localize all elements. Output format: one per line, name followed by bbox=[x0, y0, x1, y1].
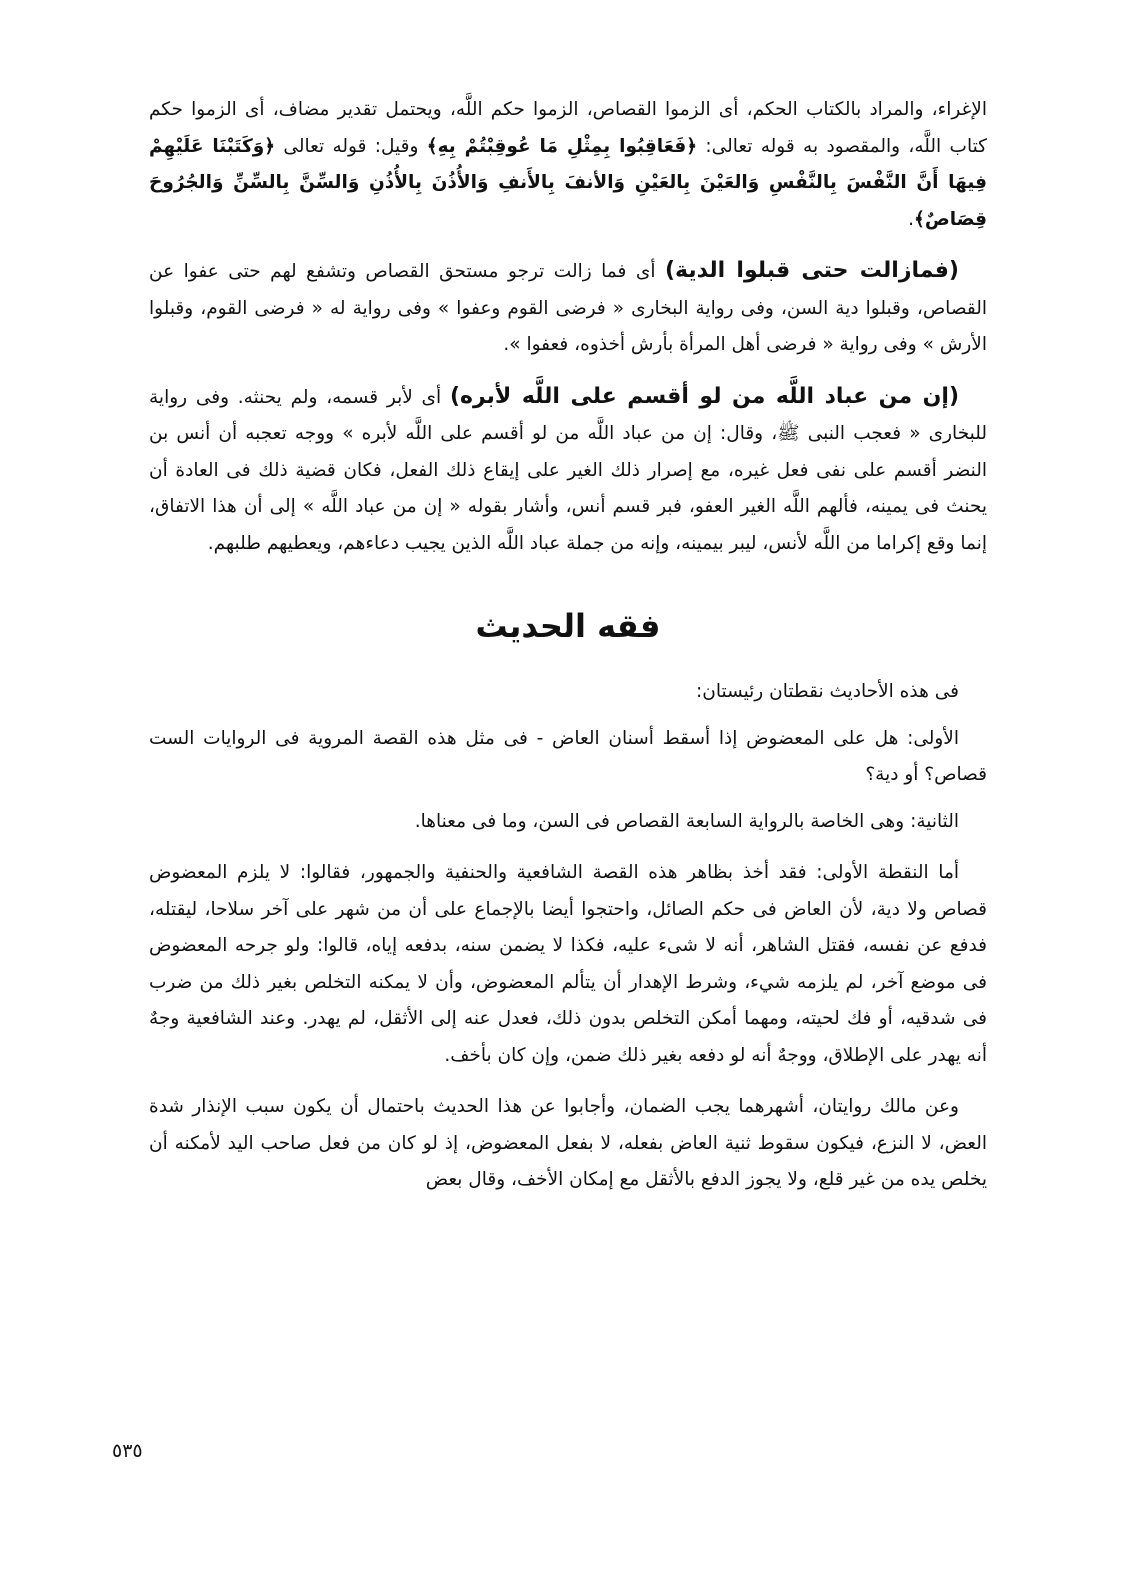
lemma-heading-2: (إن من عباد اللَّه من لو أقسم على اللَّه لأبره) bbox=[449, 383, 959, 409]
paragraph-8: وعن مالك روايتان، أشهرهما يجب الضمان، وأجابوا عن هذا الحديث باحتمال أن يكون سبب الإنذار شدة العض، لا النزع، فيكون سقوط ثنية العاض بفعله، لا بفعل المعضوض، إذ لو كان من فعل صاحب اليد لأمكنه أن يخلص يده من غير قلع، ولا يجوز الدفع بالأثقل مع إمكان الأخف، وقال بعض bbox=[149, 1096, 987, 1190]
quran-quote-2: ﴿وَكَتَبْنَا عَلَيْهِمْ فِيهَا أَنَّ النَّفْسَ بِالنَّفْسِ وَالعَيْنَ بِالعَيْنِ وَالأنفَ بِالأَنفِ وَالأُذُنَ بِالأُذُنِ وَالسِّنَّ بِالسِّنِّ وَالجُرُوحَ قِصَاصٌ﴾ bbox=[149, 135, 987, 230]
paragraph-5: الأولى: هل على المعضوض إذا أسقط أسنان العاض - فى مثل هذه القصة المروية فى الروايات الست قصاص؟ أو دية؟ bbox=[149, 727, 987, 785]
paragraph-3: (إن من عباد اللَّه من لو أقسم على اللَّه لأبره) أى لأبر قسمه، ولم يحنثه. وفى رواية للبخارى « فعجب النبى ﷺ، وقال: إن من عباد اللَّه من لو أقسم على اللَّه لأبره » ووجه تعجبه أن أنس بن النضر أقسم على نفى فعل غيره، مع إصرار ذلك الغير على إيقاع ذلك الفعل، فكان قضية ذلك فى العادة أن يحنث فى يمينه، فألهم اللَّه الغير العفو، فبر قسم أنس، وأشار بقوله « إن من عباد اللَّه » إلى أن هذا الاتفاق، إنما وقع إكراما من اللَّه لأنس، ليبر بيمينه، وإنه من جملة عباد اللَّه الذين يجيب دعاءهم، ويعطيهم طلبهم. bbox=[149, 383, 987, 554]
page-number: ٥٣٥ bbox=[112, 1440, 143, 1462]
paragraph-1: الإغراء، والمراد بالكتاب الحكم، أى الزموا القصاص، الزموا حكم اللَّه، ويحتمل تقدير مضاف، أى الزموا حكم كتاب اللَّه، والمقصود به قوله تعالى: ﴿فَعَاقِبُوا بِمِثْلِ مَا عُوقِبْتُمْ بِهِ﴾ وقيل: قوله تعالى ﴿وَكَتَبْنَا عَلَيْهِمْ فِيهَا أَنَّ النَّفْسَ بِالنَّفْسِ وَالعَيْنَ بِالعَيْنِ وَالأنفَ بِالأَنفِ وَالأُذُنَ بِالأُذُنِ وَالسِّنَّ بِالسِّنِّ وَالجُرُوحَ قِصَاصٌ﴾. bbox=[149, 99, 987, 230]
paragraph-7: أما النقطة الأولى: فقد أخذ بظاهر هذه القصة الشافعية والحنفية والجمهور، فقالوا: لا يلزم المعضوض قصاص ولا دية، لأن العاض فى حكم الصائل، واحتجوا أيضا بالإجماع على أن من شهر على آخر سلاحا، ليقتله، فدفع عن نفسه، فقتل الشاهر، أنه لا شىء عليه، فكذا لا يضمن سنه، بدفعه إياه، قالوا: ولو جرحه المعضوض فى موضع آخر، لم يلزمه شيء، وشرط الإهدار أن يتألم المعضوض، وأن لا يمكنه التخلص بغير ذلك من ضرب فى شدقيه، أو فك لحيته، ومهما أمكن التخلص بدون ذلك، فعدل عنه إلى الأثقل، لم يهدر. وعند الشافعية وجهٌ أنه يهدر على الإطلاق، ووجهٌ أنه لو دفعه بغير ذلك ضمن، وإن كان بأخف. bbox=[149, 862, 987, 1066]
paragraph-2: (فمازالت حتى قبلوا الدية) أى فما زالت ترجو مستحق القصاص وتشفع لهم حتى عفوا عن القصاص، وقبلوا دية السن، وفى رواية البخارى « فرضى القوم وعفوا » وفى رواية له « فرضى القوم، وقبلوا الأرش » وفى رواية « فرضى أهل المرأة بأرش أخذوه، فعفوا ». bbox=[149, 258, 987, 355]
section-heading: فقه الحديث bbox=[475, 607, 661, 645]
page-body bbox=[149, 82, 987, 1199]
quran-quote-1: ﴿فَعَاقِبُوا بِمِثْلِ مَا عُوقِبْتُمْ بِهِ﴾ bbox=[426, 135, 698, 157]
lemma-heading-1: (فمازالت حتى قبلوا الدية) bbox=[664, 258, 959, 283]
paragraph-6: الثانية: وهى الخاصة بالرواية السابعة القصاص فى السن، وما فى معناها. bbox=[414, 810, 959, 832]
paragraph-4: فى هذه الأحاديث نقطتان رئيستان: bbox=[696, 681, 959, 702]
